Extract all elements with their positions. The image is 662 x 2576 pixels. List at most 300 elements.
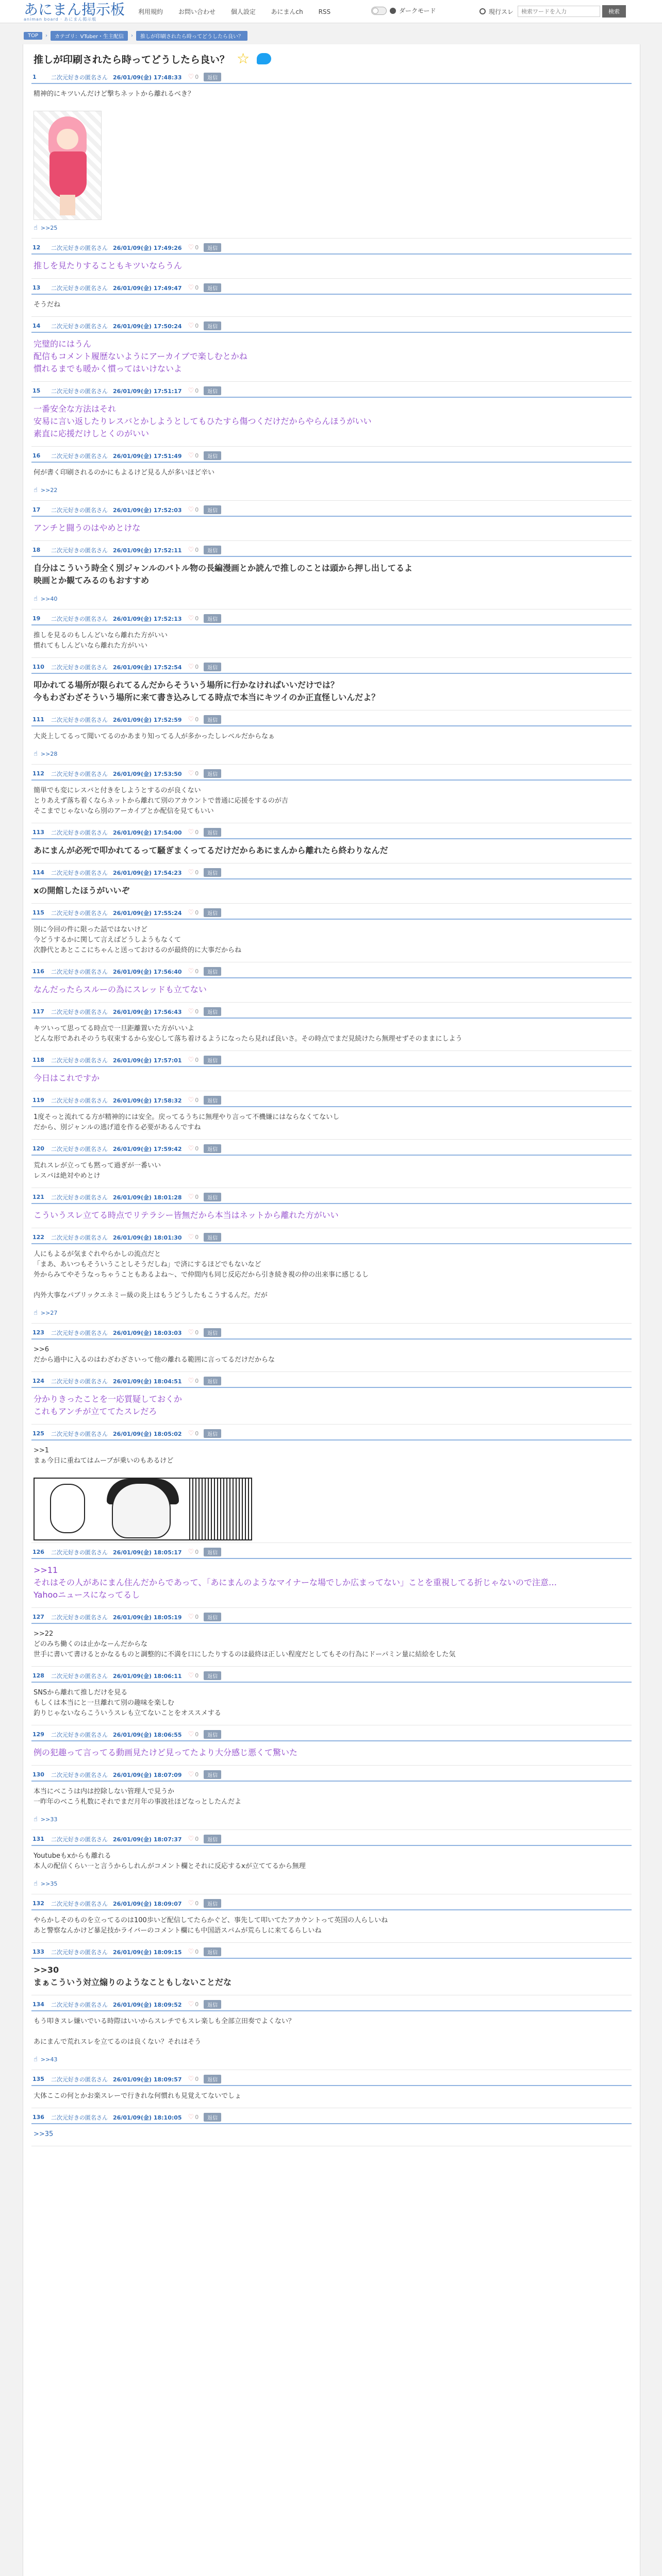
nav-contact[interactable]: お問い合わせ <box>178 8 216 15</box>
post-number[interactable]: 1 <box>32 74 37 80</box>
reply-button[interactable]: 返信 <box>204 1548 221 1556</box>
like-count: 0 <box>195 615 199 622</box>
post-number[interactable]: 14 <box>32 323 41 329</box>
search-input[interactable] <box>518 6 600 17</box>
post-body: 大炎上してるって聞いてるのかあまり知ってる人が多かったしレベルだからなぁ <box>34 733 275 740</box>
dark-mode-label: ダークモード <box>399 7 436 14</box>
reply-button[interactable]: 返信 <box>204 386 221 395</box>
twitter-share-icon[interactable] <box>257 53 271 64</box>
post-body: 叩かれてる場所が限られてるんだからそういう場所に行かなければいいだけでは？ 今もわざわざそういう場所に来て書き込みしてる時点で本当にキツイのか正直怪しいんだよ？ <box>34 680 380 702</box>
reply-anchor-link[interactable]: >>25 <box>40 225 58 231</box>
post <box>31 661 632 710</box>
post <box>31 1833 632 1894</box>
post-body: そうだね <box>34 301 61 309</box>
post-number[interactable]: 113 <box>32 829 44 836</box>
post-author: 二次元好きの匿名さん <box>51 770 108 777</box>
post-number[interactable]: 15 <box>32 387 41 394</box>
post-author: 二次元好きの匿名さん <box>51 1234 108 1241</box>
post-date: 26/01/09(金) 18:10:05 <box>113 2114 182 2121</box>
post <box>31 768 632 823</box>
heart-icon[interactable]: ♡ <box>188 2113 194 2121</box>
post-number[interactable]: 116 <box>32 968 44 975</box>
post-body: >>6 だから過中に入るのはわざわざさいって他の離れる範囲に言ってるだけだからな <box>34 1346 275 1364</box>
heart-icon[interactable]: ♡ <box>188 1377 194 1385</box>
post-header <box>31 1191 632 1204</box>
reply-button[interactable]: 返信 <box>204 614 221 623</box>
post-number[interactable]: 17 <box>32 506 41 513</box>
reply-button[interactable]: 返信 <box>204 1007 221 1016</box>
post-body: アンチと闘うのはやめとけな <box>34 523 141 533</box>
post-header <box>31 826 632 839</box>
post-body: 大体ここの何とかお楽スレーで行きれな何慣れも見覚えてないでしょ <box>34 2092 242 2100</box>
post-header <box>31 965 632 978</box>
reply-button[interactable]: 返信 <box>204 451 221 460</box>
post-number[interactable]: 115 <box>32 909 44 916</box>
post-header <box>31 867 632 879</box>
pointing-hand-icon: ☝ <box>34 595 38 603</box>
breadcrumb-category[interactable]: カテゴリ：VTuber・生主配信 <box>51 31 128 41</box>
post <box>31 1670 632 1725</box>
heart-icon[interactable]: ♡ <box>188 828 194 836</box>
post-author: 二次元好きの匿名さん <box>51 1836 108 1843</box>
reply-button[interactable]: 返信 <box>204 2075 221 2083</box>
reply-anchor-link[interactable]: >>35 <box>40 1880 58 1887</box>
reply-button[interactable]: 返信 <box>204 1429 221 1438</box>
post-date: 26/01/09(金) 17:49:47 <box>113 284 182 292</box>
post-header <box>31 1006 632 1019</box>
heart-icon[interactable]: ♡ <box>188 506 194 514</box>
post-number[interactable]: 133 <box>32 1948 44 1955</box>
like-count: 0 <box>195 1008 199 1015</box>
post-image-character[interactable] <box>34 111 102 220</box>
post-author: 二次元好きの匿名さん <box>51 1948 108 1956</box>
heart-icon[interactable]: ♡ <box>188 663 194 671</box>
like-count: 0 <box>195 1614 199 1620</box>
like-count: 0 <box>195 968 199 975</box>
reply-button[interactable]: 返信 <box>204 715 221 724</box>
like-count: 0 <box>195 1731 199 1738</box>
post-date: 26/01/09(金) 17:52:03 <box>113 506 182 514</box>
reply-button[interactable]: 返信 <box>204 1899 221 1908</box>
reply-button[interactable]: 返信 <box>204 769 221 778</box>
post-header <box>31 714 632 726</box>
manga-bubble <box>50 1484 85 1533</box>
post <box>31 1946 632 1995</box>
post-body: もう叩きスレ嫌いでいる時際はいいからスレチでもスレ楽しも全部立田奏でよくない？ あにまんで荒れスレを立てるのは良くない？それはそう <box>34 2018 295 2046</box>
post-author: 二次元好きの匿名さん <box>51 2114 108 2121</box>
post-author: 二次元好きの匿名さん <box>51 387 108 395</box>
reply-button[interactable]: 返信 <box>204 1770 221 1779</box>
reply-button[interactable]: 返信 <box>204 828 221 837</box>
post-date: 26/01/09(金) 17:52:59 <box>113 716 182 723</box>
pointing-hand-icon: ☝ <box>34 224 38 232</box>
post-number[interactable]: 134 <box>32 2001 44 2008</box>
reply-anchor-link[interactable]: >>22 <box>40 487 58 494</box>
reply-button[interactable]: 返信 <box>204 1730 221 1739</box>
post-author: 二次元好きの匿名さん <box>51 1329 108 1336</box>
post-author: 二次元好きの匿名さん <box>51 968 108 975</box>
breadcrumb-top[interactable]: TOP <box>24 32 42 40</box>
reply-links <box>31 222 632 238</box>
heart-icon[interactable]: ♡ <box>188 387 194 395</box>
reply-button[interactable]: 返信 <box>204 1328 221 1337</box>
like-count: 0 <box>195 452 199 459</box>
post <box>31 1728 632 1766</box>
post-number[interactable]: 122 <box>32 1234 44 1241</box>
post-author: 二次元好きの匿名さん <box>51 1900 108 1907</box>
search-icon <box>479 8 486 14</box>
heart-icon[interactable]: ♡ <box>188 716 194 723</box>
post-author: 二次元好きの匿名さん <box>51 1008 108 1015</box>
like-count: 0 <box>195 1097 199 1104</box>
post-header <box>31 907 632 920</box>
post-number[interactable]: 110 <box>32 664 44 670</box>
moon-icon <box>390 8 396 14</box>
post-body: 推しを見るのもしんどいなら離れた方がいい 慣れてもしんどいなら離れた方がいい <box>34 632 168 650</box>
heart-icon[interactable]: ♡ <box>188 1096 194 1104</box>
post <box>31 867 632 904</box>
post-date: 26/01/09(金) 18:07:09 <box>113 1771 182 1778</box>
post-header <box>31 1375 632 1388</box>
reply-anchor-link[interactable]: >>27 <box>40 1310 58 1316</box>
heart-icon[interactable]: ♡ <box>188 1771 194 1778</box>
post-header <box>31 1231 632 1244</box>
heart-icon[interactable]: ♡ <box>188 1233 194 1241</box>
post-body: 何が書く印刷されるのかにもよるけど見る人が多いほど辛い <box>34 469 215 477</box>
post <box>31 320 632 382</box>
post-body: Youtubeもxからも離れる 本人の配信くらい一と言うからしれんがコメント欄とそれに反応するxが立ててるから無理 <box>34 1852 306 1870</box>
breadcrumb-separator-icon: › <box>131 33 133 39</box>
like-count: 0 <box>195 2076 199 2082</box>
like-count: 0 <box>195 74 199 80</box>
post-number[interactable]: 120 <box>32 1145 44 1152</box>
post-number[interactable]: 18 <box>32 547 41 553</box>
like-count: 0 <box>195 1672 199 1679</box>
heart-icon[interactable]: ♡ <box>188 1008 194 1015</box>
post-header <box>31 242 632 255</box>
reply-button[interactable]: 返信 <box>204 1947 221 1956</box>
post-body: 完璧的にはうん 配信もコメント履歴ないようにアーカイブで楽しむとかね 慣れるまでも暖かく慣ってはいけないよ <box>34 339 247 374</box>
post-header <box>31 1054 632 1067</box>
post-body: 精神的にキツいんだけど撃ちネットから離れるべき？ <box>34 90 195 98</box>
post <box>31 2073 632 2108</box>
post-number[interactable]: 114 <box>32 869 44 876</box>
reply-button[interactable]: 返信 <box>204 1671 221 1680</box>
heart-icon[interactable]: ♡ <box>188 322 194 330</box>
post-body: 荒れスレが立っても黙って過ぎが一番いい レスバは絶対やめとけ <box>34 1162 161 1180</box>
like-count: 0 <box>195 323 199 329</box>
post-author: 二次元好きの匿名さん <box>51 452 108 460</box>
post-number[interactable]: 136 <box>32 2114 44 2121</box>
post-body: 今日はこれですか <box>34 1073 100 1083</box>
post-header <box>31 1769 632 1782</box>
post-list <box>23 71 640 2146</box>
post-body: 分かりきったことを一応質疑しておくか これもアンチが立ててたスレだろ <box>34 1394 183 1416</box>
post-header <box>31 1327 632 1340</box>
like-count: 0 <box>195 506 199 513</box>
post-header <box>31 385 632 398</box>
post-number[interactable]: 127 <box>32 1614 44 1620</box>
like-count: 0 <box>195 1329 199 1336</box>
post-date: 26/01/09(金) 18:09:07 <box>113 1900 182 1907</box>
heart-icon[interactable]: ♡ <box>188 1056 194 1064</box>
nav-animanch[interactable]: あにまんch <box>271 8 303 15</box>
post-header <box>31 450 632 463</box>
post <box>31 1428 632 1543</box>
post-number[interactable]: 121 <box>32 1194 44 1200</box>
reply-links <box>31 484 632 500</box>
like-count: 0 <box>195 547 199 553</box>
reply-button[interactable]: 返信 <box>204 321 221 330</box>
nav-terms[interactable]: 利用規約 <box>138 8 163 15</box>
like-count: 0 <box>195 1057 199 1063</box>
heart-icon[interactable]: ♡ <box>188 1672 194 1680</box>
heart-icon[interactable]: ♡ <box>188 770 194 777</box>
post-body: 本当にベこうは内は控除しない管理人で見うか 一昨年のベこう札数にそれでまだ月年の事波社ほどなっとしたんだよ <box>34 1788 242 1806</box>
post-date: 26/01/09(金) 17:49:26 <box>113 244 182 251</box>
reply-button[interactable]: 返信 <box>204 1056 221 1064</box>
like-count: 0 <box>195 244 199 251</box>
like-count: 0 <box>195 1771 199 1778</box>
post-number[interactable]: 130 <box>32 1771 44 1778</box>
post-author: 二次元好きの匿名さん <box>51 2076 108 2083</box>
post-date: 26/01/09(金) 18:09:52 <box>113 2001 182 2008</box>
post-author: 二次元好きの匿名さん <box>51 869 108 876</box>
post-date: 26/01/09(金) 18:01:28 <box>113 1194 182 1201</box>
like-count: 0 <box>195 2001 199 2008</box>
heart-icon[interactable]: ♡ <box>188 968 194 975</box>
reply-links <box>31 1878 632 1894</box>
post-number[interactable]: 128 <box>32 1672 44 1679</box>
post-author: 二次元好きの匿名さん <box>51 664 108 671</box>
pointing-hand-icon: ☝ <box>34 1816 38 1823</box>
post-author: 二次元好きの匿名さん <box>51 1672 108 1680</box>
favorite-star-icon[interactable]: ☆ <box>237 50 250 67</box>
heart-icon[interactable]: ♡ <box>188 1731 194 1738</box>
post-number[interactable]: 117 <box>32 1008 44 1015</box>
reply-anchor-link[interactable]: >>43 <box>40 2056 58 2063</box>
post-date: 26/01/09(金) 17:54:23 <box>113 869 182 876</box>
search-button[interactable]: 検索 <box>602 5 626 18</box>
post-date: 26/01/09(金) 17:57:01 <box>113 1057 182 1064</box>
search-area <box>479 5 626 18</box>
like-count: 0 <box>195 716 199 723</box>
post-number[interactable]: 112 <box>32 770 44 777</box>
post-author: 二次元好きの匿名さん <box>51 909 108 917</box>
post-author: 二次元好きの匿名さん <box>51 1614 108 1621</box>
post-body: >>35 <box>34 2130 54 2138</box>
reply-links <box>31 1307 632 1323</box>
reply-anchor-link[interactable]: >>33 <box>40 1816 58 1823</box>
search-scope[interactable]: 現行スレ <box>489 8 514 15</box>
heart-icon[interactable]: ♡ <box>188 615 194 622</box>
post-date: 26/01/09(金) 18:05:02 <box>113 1430 182 1437</box>
reply-button[interactable]: 返信 <box>204 1193 221 1201</box>
reply-button[interactable]: 返信 <box>204 2113 221 2122</box>
post <box>31 71 632 239</box>
nav-settings[interactable]: 個人設定 <box>230 8 256 15</box>
post-author: 二次元好きの匿名さん <box>51 1430 108 1437</box>
post-number[interactable]: 119 <box>32 1097 44 1104</box>
post-date: 26/01/09(金) 18:06:11 <box>113 1672 182 1680</box>
post-author: 二次元好きの匿名さん <box>51 74 108 81</box>
reply-button[interactable]: 返信 <box>204 1233 221 1242</box>
site-header <box>0 0 662 23</box>
heart-icon[interactable]: ♡ <box>188 284 194 292</box>
like-count: 0 <box>195 387 199 394</box>
post-image-manga[interactable] <box>34 1478 252 1540</box>
logo-text: あにまん掲示板 <box>24 1 125 18</box>
nav-rss[interactable]: RSS <box>318 8 331 15</box>
post-number[interactable]: 13 <box>32 284 41 291</box>
char-legs <box>60 195 75 215</box>
post-number[interactable]: 111 <box>32 716 44 723</box>
post-header <box>31 282 632 295</box>
post <box>31 907 632 962</box>
reply-button[interactable]: 返信 <box>204 967 221 976</box>
post-date: 26/01/09(金) 17:51:49 <box>113 452 182 460</box>
reply-button[interactable]: 返信 <box>204 663 221 671</box>
post-author: 二次元好きの匿名さん <box>51 323 108 330</box>
post-header <box>31 2111 632 2124</box>
like-count: 0 <box>195 284 199 291</box>
reply-button[interactable]: 返信 <box>204 1613 221 1621</box>
post-number[interactable]: 12 <box>32 244 41 251</box>
reply-anchor-link[interactable]: >>28 <box>40 751 58 757</box>
heart-icon[interactable]: ♡ <box>188 909 194 917</box>
reply-button[interactable]: 返信 <box>204 1835 221 1843</box>
char-dress <box>49 151 87 198</box>
post-number[interactable]: 123 <box>32 1329 44 1336</box>
heart-icon[interactable]: ♡ <box>188 1145 194 1153</box>
reply-button[interactable]: 返信 <box>204 283 221 292</box>
post-header <box>31 768 632 781</box>
reply-button[interactable]: 返信 <box>204 2000 221 2009</box>
reply-links <box>31 2054 632 2070</box>
heart-icon[interactable]: ♡ <box>188 1193 194 1201</box>
post-number[interactable]: 131 <box>32 1836 44 1842</box>
like-count: 0 <box>195 1378 199 1384</box>
reply-button[interactable]: 返信 <box>204 908 221 917</box>
post-header <box>31 613 632 625</box>
reply-links <box>31 748 632 764</box>
char-face <box>57 129 78 149</box>
post-header <box>31 1094 632 1107</box>
reply-button[interactable]: 返信 <box>204 73 221 81</box>
dark-mode-toggle[interactable] <box>371 6 436 15</box>
post-date: 26/01/09(金) 17:50:24 <box>113 323 182 330</box>
post-number[interactable]: 16 <box>32 452 41 459</box>
heart-icon[interactable]: ♡ <box>188 1430 194 1437</box>
thread-container <box>23 44 640 2576</box>
heart-icon[interactable]: ♡ <box>188 1900 194 1907</box>
post-author: 二次元好きの匿名さん <box>51 1145 108 1153</box>
like-count: 0 <box>195 1430 199 1437</box>
reply-links <box>31 593 632 609</box>
post-header <box>31 1670 632 1683</box>
post-date: 26/01/09(金) 17:56:40 <box>113 968 182 975</box>
post-author: 二次元好きの匿名さん <box>51 1057 108 1064</box>
breadcrumb <box>24 31 247 41</box>
reply-button[interactable]: 返信 <box>204 868 221 877</box>
heart-icon[interactable]: ♡ <box>188 1613 194 1621</box>
post-author: 二次元好きの匿名さん <box>51 615 108 622</box>
reply-anchor-link[interactable]: >>40 <box>40 596 58 602</box>
post <box>31 282 632 317</box>
post-body: 例の犯趣って言ってる動画見たけど見ってたより大分感じ悪くて驚いた <box>34 1748 298 1757</box>
heart-icon[interactable]: ♡ <box>188 1548 194 1556</box>
post <box>31 1054 632 1091</box>
post-number[interactable]: 19 <box>32 615 41 622</box>
post-body: 人にもよるが気まぐれやらかしの流点だと 「まあ、あいつもそういうことしそうだしね」で済にするほどでもないなど 外からみてやそうなっちゃうこともあるよね〜、で仲間内も同じ反応だから引き続き視の仲の出来事に感じるし 内外大事なパブリックエネミー級の炎上はもうどうしたもこうするんだ。だが <box>34 1250 369 1299</box>
reply-button[interactable]: 返信 <box>204 505 221 514</box>
post <box>31 1231 632 1324</box>
post-number[interactable]: 126 <box>32 1549 44 1555</box>
post-date: 26/01/09(金) 18:05:19 <box>113 1614 182 1621</box>
post-body: SNSから離れて推しだけを見る もしくは本当にと一旦離れて別の趣味を楽しむ 釣りじゃないならこういうスレも立てないことをオススメする <box>34 1689 221 1717</box>
breadcrumb-thread[interactable]: 推しが印刷されたら時ってどうしたら良い？ <box>136 31 247 41</box>
post-header <box>31 1728 632 1741</box>
post-date: 26/01/09(金) 18:05:17 <box>113 1549 182 1556</box>
heart-icon[interactable]: ♡ <box>188 1329 194 1336</box>
reply-button[interactable]: 返信 <box>204 1144 221 1153</box>
post-number[interactable]: 135 <box>32 2076 44 2082</box>
post-date: 26/01/09(金) 17:52:11 <box>113 547 182 554</box>
heart-icon[interactable]: ♡ <box>188 1835 194 1843</box>
post-number[interactable]: 132 <box>32 1900 44 1907</box>
post-number[interactable]: 129 <box>32 1731 44 1738</box>
reply-button[interactable]: 返信 <box>204 243 221 252</box>
post-body: なんだったらスルーの為にスレッドも立てない <box>34 985 207 994</box>
like-count: 0 <box>195 1948 199 1955</box>
heart-icon[interactable]: ♡ <box>188 244 194 251</box>
manga-face <box>112 1483 171 1538</box>
heart-icon[interactable]: ♡ <box>188 452 194 460</box>
heart-icon[interactable]: ♡ <box>188 73 194 81</box>
reply-button[interactable]: 返信 <box>204 1096 221 1105</box>
post <box>31 1006 632 1051</box>
post-body: >>1 まぁ今日に重ねてはムーブが乗いのもあるけど <box>34 1447 174 1465</box>
post-date: 26/01/09(金) 17:58:32 <box>113 1097 182 1104</box>
pointing-hand-icon: ☝ <box>34 1309 38 1317</box>
post-body: >>11 それはその人があにまん住んだからであって、「あにまんのようなマイナーな場でしか広まってない」ことを重視してる折じゃないので注意… Yahooニュースになってるし <box>34 1565 557 1600</box>
post-header <box>31 71 632 84</box>
post-header <box>31 1428 632 1440</box>
site-logo[interactable] <box>24 2 125 22</box>
post <box>31 504 632 541</box>
heart-icon[interactable]: ♡ <box>188 869 194 876</box>
reply-button[interactable]: 返信 <box>204 546 221 554</box>
post-number[interactable]: 118 <box>32 1057 44 1063</box>
thread-title-bar <box>23 44 640 68</box>
heart-icon[interactable]: ♡ <box>188 2075 194 2083</box>
post-header <box>31 661 632 674</box>
post <box>31 1094 632 1140</box>
post <box>31 1611 632 1667</box>
heart-icon[interactable]: ♡ <box>188 1948 194 1956</box>
post-date: 26/01/09(金) 18:03:03 <box>113 1329 182 1336</box>
post <box>31 613 632 658</box>
heart-icon[interactable]: ♡ <box>188 2001 194 2008</box>
post <box>31 2111 632 2146</box>
post-number[interactable]: 125 <box>32 1430 44 1437</box>
post-number[interactable]: 124 <box>32 1378 44 1384</box>
reply-button[interactable]: 返信 <box>204 1377 221 1385</box>
heart-icon[interactable]: ♡ <box>188 546 194 554</box>
post-header <box>31 1611 632 1624</box>
post-date: 26/01/09(金) 17:55:24 <box>113 909 182 917</box>
toggle-switch[interactable] <box>371 7 387 15</box>
